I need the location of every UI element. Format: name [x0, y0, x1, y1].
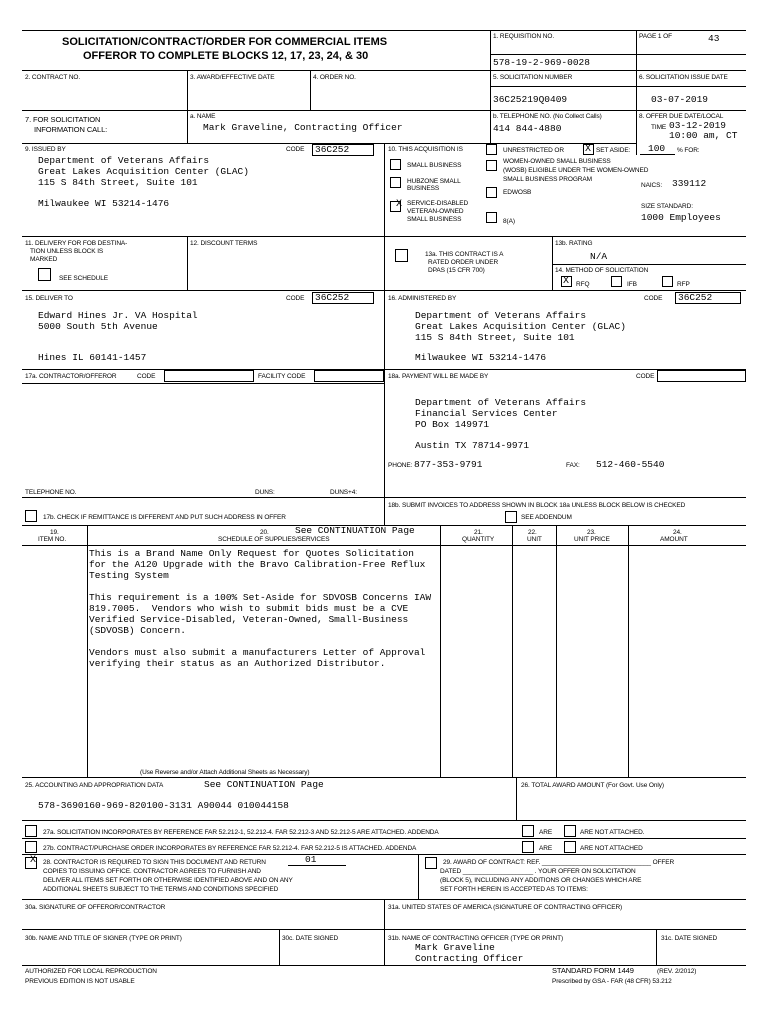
27a-are-checkbox[interactable]	[522, 825, 534, 837]
contact-phone[interactable]: 414 844-4880	[493, 123, 562, 134]
col23-label: UNIT PRICE	[574, 536, 610, 543]
solicitation-number[interactable]: 36C25219Q0409	[493, 94, 568, 105]
col20-continuation: See CONTINUATION Page	[295, 525, 415, 536]
sdvosb-mark: X	[396, 199, 403, 210]
duns-label: DUNS:	[255, 489, 275, 496]
b31a-label: 31a. UNITED STATES OF AMERICA (SIGNATURE OF CONTRACTING OFFICER)	[388, 904, 623, 911]
hubzone-checkbox[interactable]	[390, 177, 401, 188]
divider	[636, 30, 637, 155]
issued-by-line-5: Milwaukee WI 53214-1476	[38, 198, 170, 209]
form-title: SOLICITATION/CONTRACT/ORDER FOR COMMERCIAL ITEMS	[62, 36, 388, 48]
rated-order-checkbox[interactable]	[395, 249, 408, 262]
divider	[22, 777, 746, 778]
edwosb-checkbox[interactable]	[486, 187, 497, 198]
admin-line-2: Great Lakes Acquisition Center (GLAC)	[415, 321, 626, 332]
page-total: 43	[708, 33, 720, 44]
schedule-line: (SDVOSB) Concern.	[89, 625, 186, 636]
29-checkbox[interactable]	[425, 857, 437, 869]
divider	[22, 290, 746, 291]
b30b-label: 30b. NAME AND TITLE OF SIGNER (TYPE OR PRINT)	[25, 935, 182, 942]
divider	[384, 143, 385, 383]
divider	[279, 929, 280, 965]
27a-checkbox[interactable]	[25, 825, 37, 837]
admin-line-5: Milwaukee WI 53214-1476	[415, 352, 547, 363]
deliver-to-line-2: 5000 South 5th Avenue	[38, 321, 158, 332]
b5-label: 5. SOLICITATION NUMBER	[493, 74, 573, 81]
col19-label: ITEM NO.	[38, 536, 67, 543]
b31b-label: 31b. NAME OF CONTRACTING OFFICER (TYPE OR PRINT)	[388, 935, 564, 942]
b29-line-2: DATED ____________________ . YOUR OFFER ON SOLICITATION	[440, 868, 636, 875]
deliver-to-line-5: Hines IL 60141-1457	[38, 352, 147, 363]
b25-label: 25. ACCOUNTING AND APPROPRIATION DATA	[25, 782, 164, 789]
facility-code-label: FACILITY CODE	[258, 373, 306, 380]
set-aside-percent[interactable]: 100	[648, 143, 666, 154]
sdvosb-label-3: SMALL BUSINESS	[407, 216, 462, 223]
divider	[22, 854, 746, 855]
deliver-to-line-1: Edward Hines Jr. VA Hospital	[38, 310, 198, 321]
b30c-label: 30c. DATE SIGNED	[282, 935, 339, 942]
b9-label: 9. ISSUED BY	[25, 146, 66, 153]
form-rev: (REV. 2/2012)	[657, 968, 697, 975]
divider	[516, 777, 517, 820]
wosb-label-3: SMALL BUSINESS PROGRAM	[503, 176, 592, 183]
b29-line-1: 29. AWARD OF CONTRACT: REF. _______________________________ OFFER	[443, 859, 675, 866]
27b-are-not-label: ARE NOT ATTACHED	[580, 845, 643, 852]
b8-time-label: TIME	[651, 124, 667, 131]
duns4-label: DUNS+4:	[330, 489, 357, 496]
schedule-line: This requirement is a 100% Set-Aside for SDVOSB Concerns IAW	[89, 592, 432, 603]
b27b-label: 27b. CONTRACT/PURCHASE ORDER INCORPORATES BY REFERENCE FAR 52.212-4. FAR 52.212-5 IS ATTACHED. ADDENDA	[43, 845, 417, 852]
b18b-label: 18b. SUBMIT INVOICES TO ADDRESS SHOWN IN BLOCK 18a UNLESS BLOCK BELOW IS CHECKED	[388, 502, 686, 509]
divider	[187, 236, 188, 290]
payment-line-5: Austin TX 78714-9971	[415, 440, 530, 451]
offer-due-date[interactable]: 03-12-2019	[669, 120, 727, 131]
deliver-to-code[interactable]: 36C252	[315, 292, 350, 303]
b13a-label-1: 13a. THIS CONTRACT IS A	[425, 251, 504, 258]
b7-label-2: INFORMATION CALL:	[34, 125, 108, 134]
edwosb-label: EDWOSB	[503, 189, 532, 196]
fax-label: FAX:	[566, 462, 580, 469]
28-mark: X	[30, 855, 37, 866]
b30a-label: 30a. SIGNATURE OF OFFEROR/CONTRACTOR	[25, 904, 166, 911]
divider	[384, 497, 385, 525]
b7b-label: b. TELEPHONE NO. (No Collect Calls)	[493, 113, 602, 120]
b4-label: 4. ORDER NO.	[313, 74, 356, 81]
size-standard-label: SIZE STANDARD:	[641, 203, 693, 210]
schedule-line: for the A120 Upgrade with the Bravo Calibration-Free Reflux	[89, 559, 426, 570]
b16-label: 16. ADMINISTERED BY	[388, 295, 457, 302]
rfp-label: RFP	[677, 281, 690, 288]
col24-num: 24.	[673, 529, 682, 536]
col21-label: QUANTITY	[462, 536, 495, 543]
wosb-label-1: WOMEN-OWNED SMALL BUSINESS	[503, 158, 611, 165]
rfp-checkbox[interactable]	[662, 276, 673, 287]
payment-line-1: Department of Veterans Affairs	[415, 397, 587, 408]
b11-label-2: TION UNLESS BLOCK IS	[30, 248, 104, 255]
issued-by-line-1: Department of Veterans Affairs	[38, 155, 210, 166]
27b-are-label: ARE	[539, 845, 553, 852]
set-aside-label: SET ASIDE:	[596, 147, 631, 154]
contact-name[interactable]: Mark Graveline, Contracting Officer	[203, 122, 403, 133]
b3-label: 3. AWARD/EFFECTIVE DATE	[190, 74, 275, 81]
code-label: CODE	[286, 146, 305, 153]
b12-label: 12. DISCOUNT TERMS	[190, 240, 258, 247]
rfq-mark: X	[563, 276, 570, 287]
divider	[22, 110, 746, 111]
schedule-line: This is a Brand Name Only Request for Quotes Solicitation	[89, 548, 414, 559]
admin-line-1: Department of Veterans Affairs	[415, 310, 587, 321]
small-business-label: SMALL BUSINESS	[407, 162, 462, 169]
b28-line-3: DELIVER ALL ITEMS SET FORTH OR OTHERWISE IDENTIFIED ABOVE AND ON ANY	[43, 877, 293, 884]
b10-label: 10. THIS ACQUISITION IS	[388, 146, 463, 153]
sdvosb-label-1: SERVICE-DISABLED	[407, 200, 469, 207]
divider	[512, 525, 513, 777]
col22-label: UNIT	[527, 536, 542, 543]
b26-label: 26. TOTAL AWARD AMOUNT (For Govt. Use Only)	[521, 782, 664, 789]
divider	[22, 965, 746, 966]
divider	[22, 236, 746, 237]
b17a-code-box[interactable]	[164, 370, 254, 382]
divider	[384, 899, 385, 965]
8a-checkbox[interactable]	[486, 212, 497, 223]
top-border	[22, 30, 746, 31]
divider	[490, 70, 491, 143]
small-business-checkbox[interactable]	[390, 159, 401, 170]
b28-line-2: COPIES TO ISSUING OFFICE. CONTRACTOR AGREES TO FURNISH AND	[43, 868, 261, 875]
col23-num: 23.	[587, 529, 596, 536]
issued-by-line-2: Great Lakes Acquisition Center (GLAC)	[38, 166, 249, 177]
divider	[22, 820, 746, 821]
co-name: Mark Graveline	[415, 942, 495, 953]
co-title: Contracting Officer	[415, 953, 524, 964]
payment-phone[interactable]: 877-353-9791	[414, 459, 483, 470]
wosb-checkbox[interactable]	[486, 160, 497, 171]
27a-are-label: ARE	[539, 829, 553, 836]
27b-are-not-checkbox[interactable]	[564, 841, 576, 853]
b28-line-1: 28. CONTRACTOR IS REQUIRED TO SIGN THIS DOCUMENT AND RETURN	[43, 859, 266, 866]
see-schedule-checkbox[interactable]	[38, 268, 51, 281]
footer-left-1: AUTHORIZED FOR LOCAL REPRODUCTION	[25, 968, 157, 975]
payment-line-3: PO Box 149971	[415, 419, 490, 430]
b29-line-4: SET FORTH HEREIN IS ACCEPTED AS TO ITEMS:	[440, 886, 588, 893]
b13a-label-3: DPAS (15 CFR 700)	[428, 267, 485, 274]
see-schedule-label: SEE SCHEDULE	[59, 275, 109, 282]
divider	[310, 70, 311, 110]
b13a-label-2: RATED ORDER UNDER	[428, 259, 499, 266]
footer-left-2: PREVIOUS EDITION IS NOT USABLE	[25, 978, 135, 985]
hubzone-label-2: BUSINESS	[407, 185, 440, 192]
copies-count[interactable]: 01	[305, 854, 317, 865]
b11-label-3: MARKED	[30, 256, 58, 263]
divider	[418, 854, 419, 899]
27a-are-not-checkbox[interactable]	[564, 825, 576, 837]
divider	[22, 838, 746, 839]
b14-label: 14. METHOD OF SOLICITATION	[555, 267, 649, 274]
b17a-code-label: CODE	[137, 373, 156, 380]
27b-are-checkbox[interactable]	[522, 841, 534, 853]
divider	[490, 54, 746, 55]
admin-line-3: 115 S 84th Street, Suite 101	[415, 332, 575, 343]
b16-code-label: CODE	[644, 295, 663, 302]
hubzone-label-1: HUBZONE SMALL	[407, 178, 461, 185]
col20-label: SCHEDULE OF SUPPLIES/SERVICES	[218, 536, 330, 543]
b2-label: 2. CONTRACT NO.	[25, 74, 81, 81]
27a-are-not-label: ARE NOT ATTACHED.	[580, 829, 645, 836]
offer-due-time[interactable]: 10:00 am, CT	[669, 130, 738, 141]
pct-for-label: % FOR:	[677, 147, 700, 154]
remittance-checkbox[interactable]	[25, 510, 37, 522]
b8-label: 8. OFFER DUE DATE/LOCAL	[639, 113, 724, 120]
divider	[490, 30, 491, 70]
b15-label: 15. DELIVER TO	[25, 295, 73, 302]
facility-code-box[interactable]	[314, 370, 384, 382]
divider	[22, 545, 746, 546]
sdvosb-label-2: VETERAN-OWNED	[407, 208, 464, 215]
copies-underline	[288, 865, 346, 866]
issue-date[interactable]: 03-07-2019	[651, 94, 709, 105]
accounting-data[interactable]: 578-3690160-969-820100-3131 A90044 010044158	[38, 800, 289, 811]
b15-code-label: CODE	[286, 295, 305, 302]
issued-by-line-3: 115 S 84th Street, Suite 101	[38, 177, 198, 188]
telephone-label: TELEPHONE NO.	[25, 489, 77, 496]
b6-label: 6. SOLICITATION ISSUE DATE	[639, 74, 728, 81]
form-name: STANDARD FORM 1449	[552, 966, 634, 975]
b7-label: 7. FOR SOLICITATION	[25, 115, 101, 124]
schedule-line: Verified Service-Disabled, Veteran-Owned, Small-Business	[89, 614, 409, 625]
col20-num: 20.	[260, 529, 269, 536]
8a-label: 8(A)	[503, 218, 515, 225]
27b-checkbox[interactable]	[25, 841, 37, 853]
rfq-label: RFQ	[576, 281, 590, 288]
col21-num: 21.	[474, 529, 483, 536]
issued-by-code[interactable]: 36C252	[315, 144, 350, 155]
payment-fax[interactable]: 512-460-5540	[596, 459, 665, 470]
naics-code[interactable]: 339112	[672, 178, 707, 189]
administered-by-code[interactable]: 36C252	[678, 292, 713, 303]
ifb-label: IFB	[627, 281, 637, 288]
divider	[22, 70, 746, 71]
b17b-label: 17b. CHECK IF REMITTANCE IS DIFFERENT AND PUT SUCH ADDRESS IN OFFER	[43, 514, 286, 521]
see-addendum-label: SEE ADDENDUM	[521, 514, 572, 521]
page-label: PAGE 1 OF	[639, 33, 672, 40]
b17a-label: 17a. CONTRACTOR/OFFEROR	[25, 373, 117, 380]
b18a-code-label: CODE	[636, 373, 655, 380]
divider	[628, 525, 629, 777]
b18a-code-box[interactable]	[657, 370, 746, 382]
b28-line-4: ADDITIONAL SHEETS SUBJECT TO THE TERMS AND CONDITIONS SPECIFIED	[43, 886, 279, 893]
divider	[384, 383, 385, 497]
schedule-line: Vendors must also submit a manufacturers Letter of Approval	[89, 647, 426, 658]
naics-label: NAICS:	[641, 182, 663, 189]
divider	[22, 383, 384, 384]
payment-line-2: Financial Services Center	[415, 408, 558, 419]
divider	[552, 236, 553, 290]
b31c-label: 31c. DATE SIGNED	[661, 935, 718, 942]
schedule-line: verifying their status as an Authorized Distributor.	[89, 658, 386, 669]
b7a-label: a. NAME	[190, 113, 216, 120]
form-subtitle: OFFEROR TO COMPLETE BLOCKS 12, 17, 23, 24, & 30	[83, 50, 369, 62]
wosb-label-2: (WOSB) ELIGIBLE UNDER THE WOMEN-OWNED	[503, 167, 649, 174]
schedule-line: 819.7005. Vendors who wish to submit bids must be a CVE	[89, 603, 409, 614]
divider	[87, 525, 88, 777]
size-standard[interactable]: 1000 Employees	[641, 212, 721, 223]
reverse-note: (Use Reverse and/or Attach Additional Sheets as Necessary)	[140, 769, 310, 776]
see-addendum-checkbox[interactable]	[505, 511, 517, 523]
divider	[22, 929, 746, 930]
divider	[187, 70, 188, 110]
unrestricted-checkbox[interactable]	[486, 144, 497, 155]
b29-line-3: (BLOCK 5), INCLUDING ANY ADDITIONS OR CHANGES WHICH ARE	[440, 877, 642, 884]
schedule-line: Testing System	[89, 570, 169, 581]
b13b-label: 13b. RATING	[555, 240, 593, 247]
b1-label: 1. REQUISITION NO.	[493, 33, 555, 40]
b25-continuation: See CONTINUATION Page	[204, 779, 324, 790]
prescribed-by: Prescribed by GSA - FAR (48 CFR) 53.212	[552, 978, 672, 985]
divider	[556, 525, 557, 777]
divider	[552, 264, 746, 265]
rating-value[interactable]: N/A	[590, 251, 608, 262]
b18a-label: 18a. PAYMENT WILL BE MADE BY	[388, 373, 489, 380]
divider	[440, 525, 441, 777]
col19-num: 19.	[50, 529, 59, 536]
col24-label: AMOUNT	[660, 536, 688, 543]
divider	[656, 929, 657, 965]
ifb-checkbox[interactable]	[611, 276, 622, 287]
b11-label-1: 11. DELIVERY FOR FOB DESTINA-	[25, 240, 128, 247]
unrestricted-label: UNRESTRICTED OR	[503, 147, 564, 154]
set-aside-mark: X	[585, 144, 592, 155]
pct-underline	[640, 154, 675, 155]
divider	[22, 369, 746, 370]
b27a-label: 27a. SOLICITATION INCORPORATES BY REFERENCE FAR 52.212-1, 52.212-4. FAR 52.212-3 AND 52.212-5 ARE ATTACHED. ADDENDA	[43, 829, 439, 836]
requisition-number[interactable]: 578-19-2-969-0028	[493, 57, 590, 68]
phone-label: PHONE:	[388, 462, 413, 469]
divider	[187, 110, 188, 143]
divider	[490, 86, 746, 87]
col22-num: 22.	[528, 529, 537, 536]
